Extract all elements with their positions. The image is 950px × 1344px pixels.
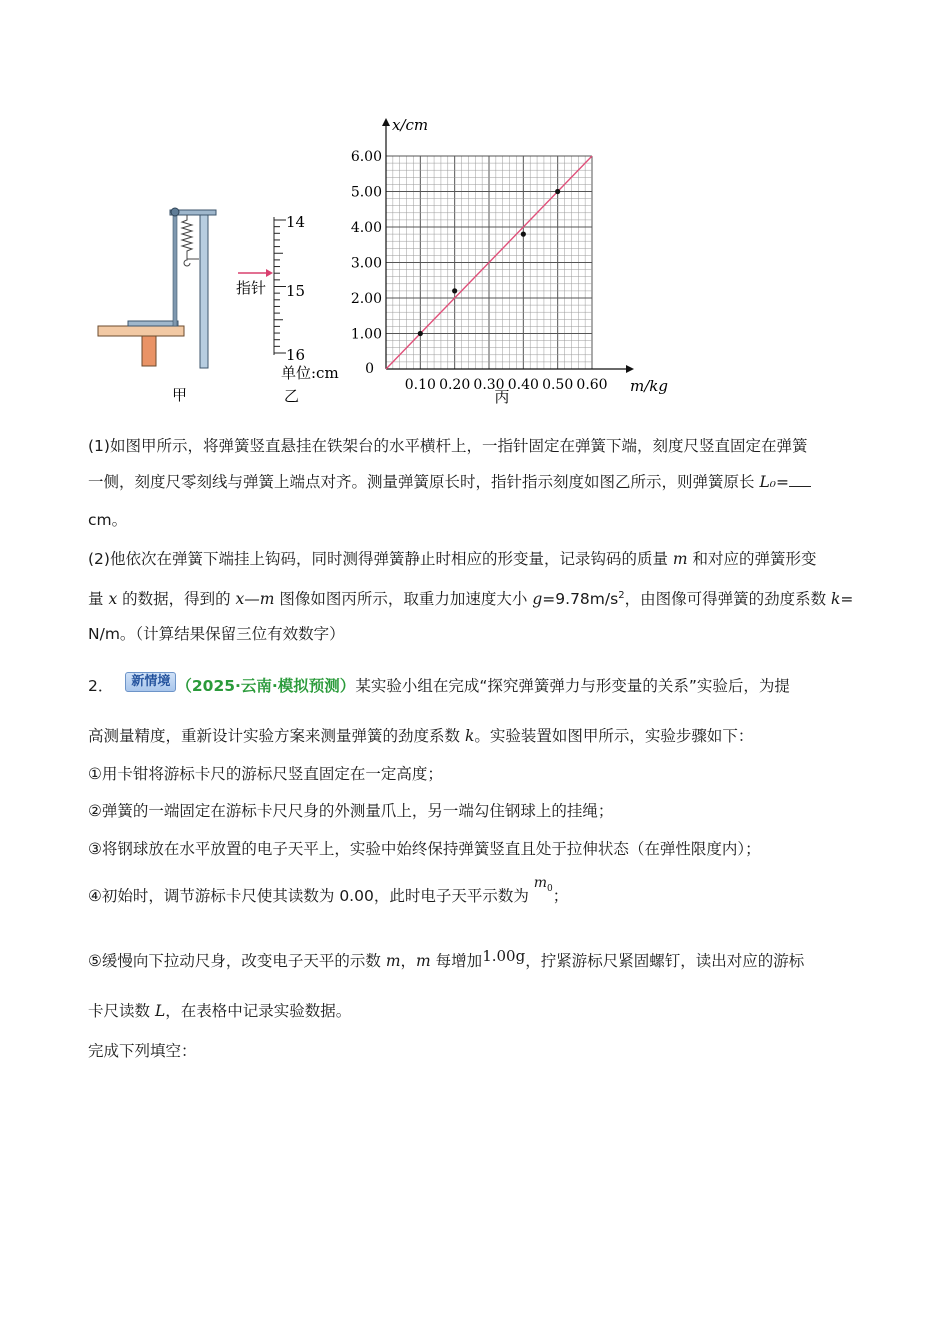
p2-source: （2025·云南·模拟预测） xyxy=(176,677,356,695)
q2-line1-pre: (2)他依次在弹簧下端挂上钩码，同时测得弹簧静止时相应的形变量，记录钩码的质量 xyxy=(88,550,673,568)
y-axis-label: x/cm xyxy=(392,116,429,134)
p2-k-symbol: k xyxy=(464,727,475,745)
x-axis-arrow xyxy=(626,365,634,373)
p2-step5-line2-post: ，在表格中记录实验数据。 xyxy=(165,1002,352,1020)
y-tick-label: 1.00 xyxy=(350,326,382,343)
g-symbol: g xyxy=(532,590,543,609)
p2-step1: ①用卡钳将游标卡尺的游标尺竖直固定在一定高度； xyxy=(88,765,443,783)
q1-equals: = xyxy=(775,473,789,491)
origin-label: 0 xyxy=(365,361,374,377)
p2-step5-post: ，拧紧游标尺紧固螺钉，读出对应的游标 xyxy=(525,952,805,970)
m0-symbol xyxy=(534,873,553,899)
m0-subscript: 0 xyxy=(547,883,553,894)
hook xyxy=(184,256,190,266)
q2-line2-e: ，由图像可得弹簧的劲度系数 xyxy=(624,590,832,609)
x-symbol: x xyxy=(108,590,118,609)
p2-number: 2． xyxy=(88,677,114,695)
p2-step4 xyxy=(88,875,858,913)
ruler-tick-label-16: 16 xyxy=(286,346,306,364)
y-tick-label: 6.00 xyxy=(350,149,382,165)
ruler-tick-label-15: 15 xyxy=(286,282,306,300)
y-tick-label: 5.00 xyxy=(350,184,382,201)
apparatus-caption: 甲 xyxy=(172,386,188,404)
x-axis-label: m/kg xyxy=(630,377,668,395)
ruler-unit-label: 单位:cm xyxy=(281,364,339,382)
x-m-chart xyxy=(340,112,680,412)
apparatus-figure xyxy=(90,200,230,410)
q1-line1: (1)如图甲所示，将弹簧竖直悬挂在铁架台的水平横杆上，一指针固定在弹簧下端，刻度尺竖直固定在弹簧 xyxy=(88,437,808,455)
q2-line2-f: = xyxy=(840,590,854,609)
increment-value: 1.00g xyxy=(482,947,526,965)
p2-step5-mid2: 每增加 xyxy=(430,952,483,970)
spring xyxy=(182,215,192,256)
chart-caption: 丙 xyxy=(494,388,510,406)
p2-line2 xyxy=(88,726,858,746)
p2-step5-mid1: ， xyxy=(400,952,417,970)
p2-step5-pre: ⑤缓慢向下拉动尺身，改变电子天平的示数 xyxy=(88,952,386,970)
p2-step5-line2-pre: 卡尺读数 xyxy=(88,1002,155,1020)
q2-line1 xyxy=(88,549,858,569)
q2-line1-post: 和对应的弹簧形变 xyxy=(687,550,817,568)
stand-foot xyxy=(128,321,178,326)
L0-symbol: L₀ xyxy=(759,473,776,491)
y-tick-label: 2.00 xyxy=(350,291,382,307)
x-tick-label: 0.20 xyxy=(439,377,471,393)
q2-line2-b: 的数据，得到的 xyxy=(117,590,236,609)
data-point xyxy=(452,288,457,293)
q2-line3: N/m。（计算结果保留三位有效数字） xyxy=(88,625,345,643)
q2-sup: 2 xyxy=(618,590,625,601)
q2-line2-c: 图像如图丙所示，取重力加速度大小 xyxy=(274,590,533,609)
x-tick-label: 0.50 xyxy=(542,377,574,393)
y-tick-label: 3.00 xyxy=(350,255,382,272)
q1-line2-text: 一侧，刻度尺零刻线与弹簧上端点对齐。测量弹簧原长时，指针指示刻度如图乙所示，则弹簧原长 xyxy=(88,473,760,491)
data-point xyxy=(555,189,560,194)
x-tick-label: 0.30 xyxy=(473,377,505,393)
L-symbol: L xyxy=(154,1002,166,1020)
k-symbol: k xyxy=(831,590,841,609)
p2-line1-text: 某实验小组在完成“探究弹簧弹力与形变量的关系”实验后，为提 xyxy=(355,677,790,695)
base-stand xyxy=(142,336,156,366)
p2-step4-post: ； xyxy=(552,887,569,905)
stand-pole xyxy=(173,214,177,326)
data-point xyxy=(418,331,423,336)
q1-line3: cm。 xyxy=(88,511,128,529)
p2-step5 xyxy=(88,947,858,971)
p2-line1 xyxy=(88,676,858,698)
data-point xyxy=(521,232,526,237)
y-axis-arrow xyxy=(382,118,390,126)
ruler-figure xyxy=(236,205,346,410)
ruler-tick-label-14: 14 xyxy=(286,213,306,231)
q1-line2 xyxy=(88,472,858,492)
crossbar-knob xyxy=(171,208,179,216)
q2-line2-d: =9.78m/s xyxy=(542,590,619,609)
p2-line2-pre: 高测量精度，重新设计实验方案来测量弹簧的劲度系数 xyxy=(88,727,465,745)
pointer-label: 指针 xyxy=(236,279,267,297)
p2-fill: 完成下列填空： xyxy=(88,1042,197,1060)
ruler-caption: 乙 xyxy=(284,387,300,405)
p2-line2-post: 。实验装置如图甲所示，实验步骤如下： xyxy=(474,727,754,745)
m-symbol: m xyxy=(672,550,688,568)
new-scenario-badge: 新情境 xyxy=(125,672,176,692)
answer-blank-L0[interactable] xyxy=(789,472,811,487)
vertical-ruler xyxy=(200,215,208,368)
pointer-arrowhead xyxy=(266,269,273,277)
p2-step2: ②弹簧的一端固定在游标卡尺尺身的外测量爪上，另一端勾住钢球上的挂绳； xyxy=(88,802,614,820)
xm-symbol: x—m xyxy=(235,590,275,609)
p2-step4-pre: ④初始时，调节游标卡尺使其读数为 0.00，此时电子天平示数为 xyxy=(88,887,534,905)
q2-line2-a: 量 xyxy=(88,590,109,609)
p2-m-b: m xyxy=(416,952,431,970)
m0-letter: m xyxy=(533,875,548,891)
y-tick-label: 4.00 xyxy=(350,220,382,236)
x-tick-label: 0.60 xyxy=(576,377,608,393)
p2-step5-line2 xyxy=(88,1001,858,1021)
p2-m-a: m xyxy=(385,952,401,970)
x-tick-label: 0.10 xyxy=(404,377,436,393)
x-tick-label: 0.40 xyxy=(507,377,539,393)
base-plate xyxy=(98,326,184,336)
p2-step3: ③将钢球放在水平放置的电子天平上，实验中始终保持弹簧竖直且处于拉伸状态（在弹性限度内）； xyxy=(88,840,761,858)
q2-line2 xyxy=(88,586,858,609)
